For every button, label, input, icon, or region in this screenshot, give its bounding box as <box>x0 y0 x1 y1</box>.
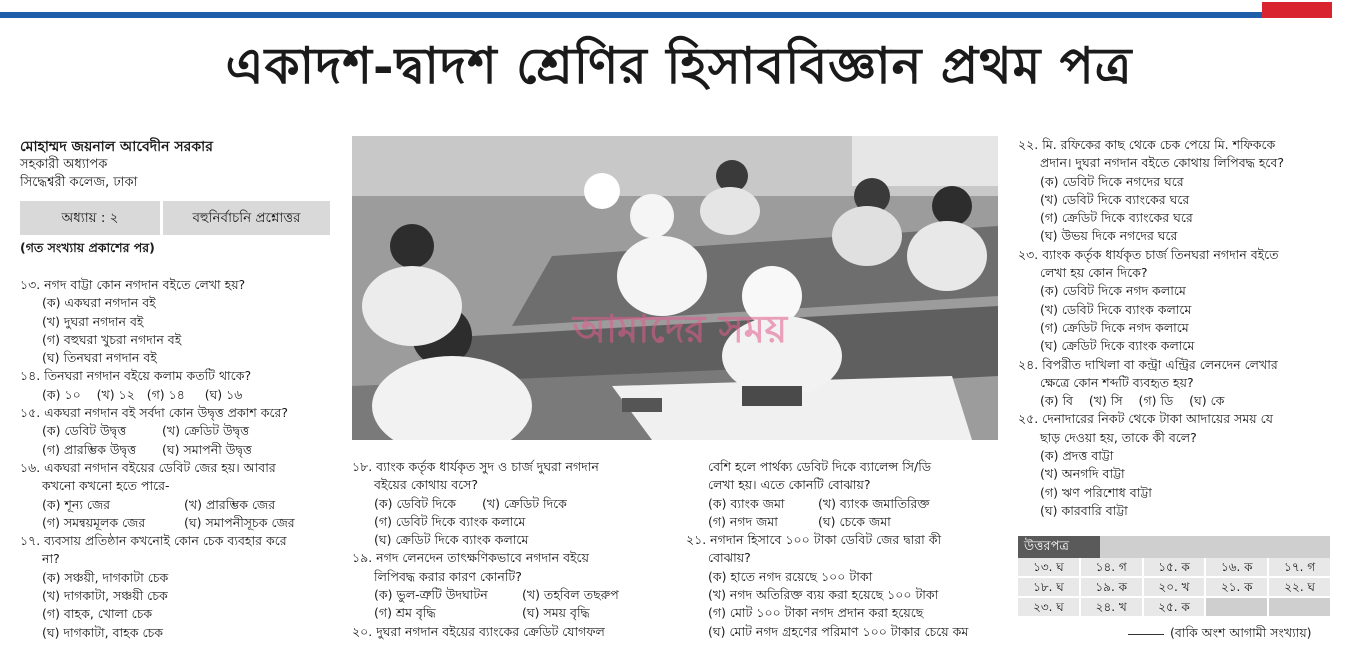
q24-options: (ক) বি (খ) সি (গ) ডি (ঘ) কে <box>1040 393 1225 409</box>
q20-options-row-2 <box>686 513 1006 531</box>
q23-option-d: (ঘ) ক্রেডিট দিকে ব্যাংক কলামে <box>1040 338 1195 354</box>
answer-cell: ২২. ঘ <box>1269 578 1330 596</box>
q13-option-c: (গ) বহুঘরা খুচরা নগদান বই <box>42 331 182 347</box>
q16-option-a: (ক) শূন্য জের <box>42 496 111 512</box>
question-21-line-1: ২১. নগদান হিসাবে ১০০ টাকা ডেবিট জের দ্বারা কী <box>686 532 942 548</box>
q20-option-a: (ক) ব্যাংক জমা <box>708 495 785 511</box>
answer-cell-empty <box>1269 598 1330 616</box>
question-22-line-1: ২২. মি. রফিকের কাছ থেকে চেক পেয়ে মি. শফিককে <box>1018 137 1276 152</box>
q16-option-d: (ঘ) সমাপনীসূচক জের <box>184 514 295 530</box>
q18-option-c: (গ) ডেবিট দিকে ব্যাংক কলামে <box>374 513 526 529</box>
answer-sheet-heading: উত্তরপত্র <box>1018 536 1100 558</box>
q15-options-row-2 <box>20 441 350 459</box>
question-22-line-2: প্রদান। দুঘরা নগদান বইতে কোথায় লিপিবদ্ধ হবে? <box>1040 155 1285 171</box>
q23-option-a: (ক) ডেবিট দিকে নগদ কলামে <box>1040 283 1186 299</box>
chapter-box <box>20 201 330 235</box>
q17-option-d: (ঘ) দাগকাটা, বাহক চেক <box>42 624 164 640</box>
answer-cell-empty <box>1206 598 1267 616</box>
question-24-line-2: ক্ষেত্রে কোন শব্দটি ব্যবহৃত হয়? <box>1040 374 1194 390</box>
question-16-line-1: ১৬. একঘরা নগদান বইয়ের ডেবিট জের হয়। আবার <box>20 459 276 475</box>
q21-option-d: (ঘ) মোট নগদ গ্রহণের পরিমাণ ১০০ টাকার চেয়ে কম <box>708 623 969 639</box>
top-rule <box>0 12 1262 18</box>
author-designation: সহকারী অধ্যাপক <box>20 157 108 172</box>
column-4 <box>1018 136 1338 520</box>
q20-option-c: (গ) নগদ জমা <box>708 513 778 529</box>
q20-option-b: (খ) ব্যাংক জমাতিরিক্ত <box>818 495 930 511</box>
column-2 <box>352 458 672 641</box>
question-18-line-1: ১৮. ব্যাংক কর্তৃক ধার্যকৃত সুদ ও চার্জ দুঘরা নগদান <box>352 459 599 474</box>
q15-option-c: (গ) প্রারম্ভিক উদ্বৃত্ত <box>42 441 137 457</box>
q16-options-row-1 <box>20 496 350 514</box>
q19-options-row-2 <box>352 604 672 622</box>
q15-option-b: (খ) ক্রেডিট উদ্বৃত্ত <box>162 423 250 439</box>
exam-hall-photo <box>352 136 998 440</box>
question-20-line-2: বেশি হলে পার্থক্য ডেবিট দিকে ব্যালেন্স সি/ডি <box>708 459 932 474</box>
question-16-line-2: কখনো কখনো হতে পারে- <box>42 478 170 494</box>
answer-cell: ২৪. খ <box>1081 598 1142 616</box>
question-23-line-1: ২৩. ব্যাংক কর্তৃক ধার্যকৃত চার্জ তিনঘরা নগদান বইতে <box>1018 246 1279 262</box>
answer-cell: ২১. ক <box>1206 578 1267 596</box>
q25-option-b: (খ) অনগদি বাট্টা <box>1040 466 1125 482</box>
answer-cell: ২৩. ঘ <box>1018 598 1079 616</box>
q16-options-row-2 <box>20 514 350 532</box>
photo-illustration <box>352 136 998 440</box>
q17-option-c: (গ) বাহক, খোলা চেক <box>42 606 153 622</box>
column-1 <box>20 276 350 642</box>
answer-cell: ১৪. গ <box>1081 558 1142 576</box>
q14-options: (ক) ১০ (খ) ১২ (গ) ১৪ (ঘ) ১৬ <box>42 386 243 402</box>
q18-option-b: (খ) ক্রেডিট দিকে <box>482 495 567 511</box>
q22-option-c: (গ) ক্রেডিট দিকে ব্যাংকের ঘরে <box>1040 210 1193 226</box>
q13-option-b: (খ) দুঘরা নগদান বই <box>42 313 144 329</box>
question-21-line-2: বোঝায়? <box>708 550 751 566</box>
answer-sheet-grid <box>1018 558 1330 616</box>
chapter-label: অধ্যায় : ২ <box>20 201 163 235</box>
question-18-line-2: বইয়ের কোথায় বসে? <box>374 477 479 493</box>
q16-option-c: (গ) সমন্বয়মূলক জের <box>42 514 146 530</box>
q19-option-d: (ঘ) সময় বৃদ্ধি <box>522 605 590 621</box>
question-23-line-2: লেখা হয় কোন দিকে? <box>1040 265 1148 281</box>
q13-option-a: (ক) একঘরা নগদান বই <box>42 295 156 311</box>
q19-options-row-1 <box>352 586 672 604</box>
author-name: মোহাম্মদ জয়নাল আবেদীন সরকার <box>20 139 213 155</box>
question-20-line-3: লেখা হয়। এতে কোনটি বোঝায়? <box>708 477 871 493</box>
q20-options-row-1 <box>686 495 1006 513</box>
q22-option-a: (ক) ডেবিট দিকে নগদের ঘরে <box>1040 173 1184 189</box>
question-25-line-1: ২৫. দেনাদারের নিকট থেকে টাকা আদায়ের সময় যে <box>1018 411 1273 427</box>
q15-options-row-1 <box>20 422 350 440</box>
q15-option-d: (ঘ) সমাপনী উদ্বৃত্ত <box>162 441 252 457</box>
q13-option-d: (ঘ) তিনঘরা নগদান বই <box>42 350 157 366</box>
continued-note: (বাকি অংশ আগামী সংখ্যায়) <box>1170 625 1312 640</box>
q22-option-b: (খ) ডেবিট দিকে ব্যাংকের ঘরে <box>1040 191 1190 207</box>
photo-watermark: আমাদের সময় <box>572 307 788 351</box>
q21-option-a: (ক) হাতে নগদ রয়েছে ১০০ টাকা <box>708 568 873 584</box>
question-15: ১৫. একঘরা নগদান বই সর্বদা কোন উদ্বৃত্ত প্রকাশ করে? <box>20 405 289 421</box>
q20-option-d: (ঘ) চেকে জমা <box>818 513 891 529</box>
question-13: ১৩. নগদ বাট্টা কোন নগদান বইতে লেখা হয়? <box>20 277 246 292</box>
q23-option-b: (খ) ডেবিট দিকে ব্যাংক কলামে <box>1040 301 1192 317</box>
q17-option-b: (খ) দাগকাটা, সঞ্চয়ী চেক <box>42 588 168 604</box>
answer-cell: ১৭. গ <box>1269 558 1330 576</box>
footer-rule <box>1128 634 1164 635</box>
q15-option-a: (ক) ডেবিট উদ্বৃত্ত <box>42 423 127 439</box>
q17-option-a: (ক) সঞ্চয়ী, দাগকাটা চেক <box>42 569 169 585</box>
previous-note: (গত সংখ্যায় প্রকাশের পর) <box>20 240 155 255</box>
q18-options-row-1 <box>352 495 672 513</box>
column-3 <box>686 458 1006 641</box>
top-accent-block <box>1262 2 1332 18</box>
q21-option-c: (গ) মোট ১০০ টাকা নগদ প্রদান করা হয়েছে <box>708 605 924 621</box>
author-block <box>20 138 340 192</box>
question-19-line-2: লিপিবদ্ধ করার কারণ কোনটি? <box>374 568 522 584</box>
q19-option-b: (খ) তহবিল তছরুপ <box>522 587 619 603</box>
chapter-topic: বহুনির্বাচনি প্রশ্নোত্তর <box>192 209 301 226</box>
question-19-line-1: ১৯. নগদ লেনদেন তাৎক্ষণিকভাবে নগদান বইয়ে <box>352 550 589 566</box>
q19-option-c: (গ) শ্রম বৃদ্ধি <box>374 605 436 621</box>
question-14: ১৪. তিনঘরা নগদান বইয়ে কলাম কতটি থাকে? <box>20 368 252 384</box>
question-20-line-1: ২০. দুঘরা নগদান বইয়ের ব্যাংকের ক্রেডিট যোগফল <box>352 623 605 639</box>
q22-option-d: (ঘ) উভয় দিকে নগদের ঘরে <box>1040 228 1178 244</box>
q19-option-a: (ক) ভুল-ত্রুটি উদঘাটন <box>374 587 488 603</box>
q25-option-c: (গ) ঋণ পরিশোধ বাট্টা <box>1040 484 1152 500</box>
answer-cell: ১৬. ক <box>1206 558 1267 576</box>
question-24-line-1: ২৪. বিপরীত দাখিলা বা কন্ট্রা এন্ট্রির লেনদেন লেখার <box>1018 356 1278 372</box>
question-17-line-1: ১৭. ব্যবসায় প্রতিষ্ঠান কখনোই কোন চেক ব্যবহার করে <box>20 533 287 549</box>
q23-option-c: (গ) ক্রেডিট দিকে নগদ কলামে <box>1040 319 1189 335</box>
page-title: একাদশ-দ্বাদশ শ্রেণির হিসাববিজ্ঞান প্রথম পত্র <box>225 36 1133 95</box>
q25-option-a: (ক) প্রদত্ত বাট্টা <box>1040 448 1114 464</box>
answer-cell: ১৩. ঘ <box>1018 558 1079 576</box>
answer-cell: ১৮. ঘ <box>1018 578 1079 596</box>
q16-option-b: (খ) প্রারম্ভিক জের <box>184 496 276 512</box>
q25-option-d: (ঘ) কারবারি বাট্টা <box>1040 502 1128 518</box>
answer-cell: ২০. খ <box>1144 578 1205 596</box>
answer-cell: ১৯. ক <box>1081 578 1142 596</box>
q18-option-d: (ঘ) ক্রেডিট দিকে ব্যাংক কলামে <box>374 532 529 548</box>
answer-sheet-heading-bar <box>1100 536 1330 558</box>
answer-cell: ২৫. ক <box>1144 598 1205 616</box>
q21-option-b: (খ) নগদ অতিরিক্ত ব্যয় করা হয়েছে ১০০ টাকা <box>708 587 939 603</box>
q18-option-a: (ক) ডেবিট দিকে <box>374 495 456 511</box>
question-17-line-2: না? <box>42 551 60 567</box>
question-25-line-2: ছাড় দেওয়া হয়, তাকে কী বলে? <box>1040 429 1197 445</box>
answer-cell: ১৫. ক <box>1144 558 1205 576</box>
author-institution: সিদ্ধেশ্বরী কলেজ, ঢাকা <box>20 175 138 190</box>
